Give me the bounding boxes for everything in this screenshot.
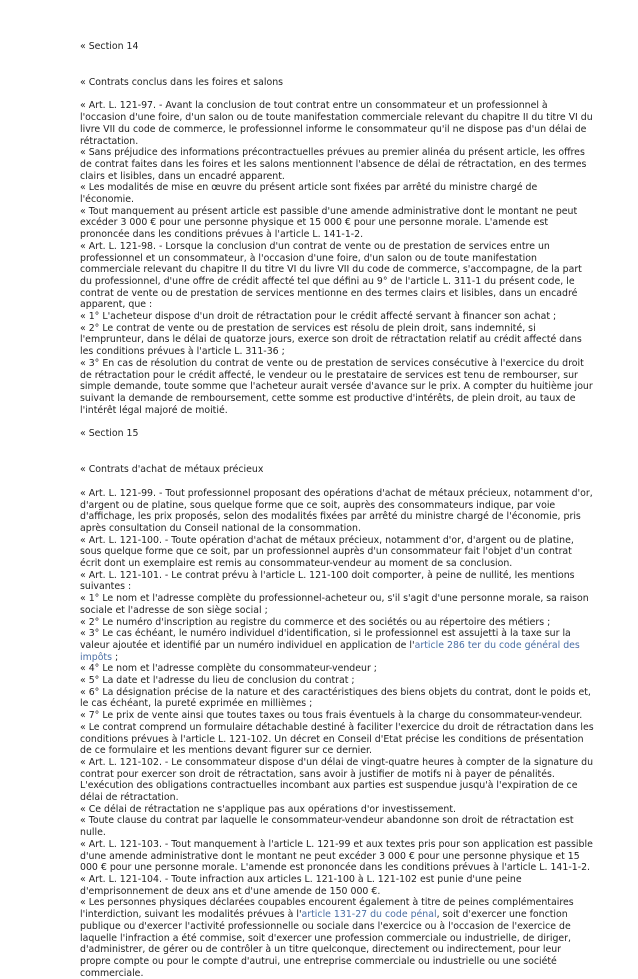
section-15-subheading: « Contrats d'achat de métaux précieux (80, 464, 264, 476)
section-14-subheading: « Contrats conclus dans les foires et salons (80, 76, 284, 88)
article-121-103: « Art. L. 121-103. - Tout manquement à l'article L. 121-99 et aux textes pris pour son application est passible d'une amende administrative dont le montant ne peut excéder 3 000 € pour une personne physique et 15 000 € pour une personne morale. L'amende est prononcée dans les conditions prévues à l'article L. 141-1-2. (80, 838, 593, 874)
paragraph (80, 628, 594, 663)
paragraph: « 4° Le nom et l'adresse complète du consommateur-vendeur ; (80, 663, 377, 675)
text: ; (111, 651, 119, 663)
section-15-heading: « Section 15 (80, 428, 139, 440)
text: , soit d'exercer une fonction publique ou d'exercer l'activité professionnelle ou sociale dans l'exercice ou à l'occasion de l'exercice de laquelle l'infraction a été commise, soit d'exercer une profession commerciale ou industrielle, de diriger, d'administrer, de gérer ou de contrôler à un titre quelconque, directement ou indirectement, pour leur propre compte ou pour le compte d'autrui, une entreprise commerciale ou industrielle ou une société commerciale. (80, 909, 572, 979)
article-121-101: « Art. L. 121-101. - Le contrat prévu à l'article L. 121-100 doit comporter, à peine de nullité, les mentions suivantes : (80, 569, 575, 593)
section-14-body (80, 100, 594, 416)
paragraph: « 1° Le nom et l'adresse complète du professionnel-acheteur ou, s'il s'agit d'une personne morale, sa raison sociale et l'adresse de son siège social ; (80, 593, 589, 616)
text: « 3° Le cas échéant, le numéro individuel d'identification, si le professionnel est assujetti à la taxe sur la valeur ajoutée et identifié par un numéro individuel en application de l' (80, 628, 571, 651)
paragraph: « Sans préjudice des informations précontractuelles prévues au premier alinéa du présent article, les offres de contrat faites dans les foires et les salons mentionnent l'absence de délai de rétractation, en des termes clairs et lisibles, dans un encadré apparent. (80, 147, 587, 182)
paragraph: « Les modalités de mise en œuvre du présent article sont fixées par arrêté du ministre chargé de l'économie. (80, 182, 538, 206)
paragraph (80, 897, 594, 979)
paragraph: « 7° Le prix de vente ainsi que toutes taxes ou tous frais éventuels à la charge du consommateur-vendeur. (80, 710, 583, 722)
article-121-100: « Art. L. 121-100. - Toute opération d'achat de métaux précieux, notamment d'or, d'argent ou de platine, sous quelque forme que ce soit, par un professionnel auprès d'un consommateur fait l'objet d'un contrat écrit dont un exemplaire est remis au consommateur-vendeur au moment de sa conclusion. (80, 534, 574, 570)
section-14-heading: « Section 14 (80, 41, 139, 52)
paragraph: « 5° La date et l'adresse du lieu de conclusion du contrat ; (80, 675, 355, 687)
paragraph: « 6° La désignation précise de la nature et des caractéristiques des biens objets du contrat, dont le poids et, le cas échéant, la pureté exprimée en millièmes ; (80, 686, 591, 710)
paragraph: « 3° En cas de résolution du contrat de vente ou de prestation de services consécutive à l'exercice du droit de rétractation pour le crédit affecté, le vendeur ou le prestataire de services est tenu de rembourser, sur simple demande, toute somme que l'acheteur aurait versée d'avance sur le prix. A compter du huitième jour suivant la demande de remboursement, cette somme est productive d'intérêts, de plein droit, au taux de l'intérêt légal majoré de moitié. (80, 357, 593, 416)
paragraph: « Tout manquement au présent article est passible d'une amende administrative dont le montant ne peut excéder 3 000 € pour une personne physique et 15 000 € pour une personne morale. L'amende est prononcée dans les conditions prévues à l'article L. 141-1-2. (80, 205, 578, 241)
link-article-131-27-code-penal[interactable]: article 131-27 du code pénal (301, 909, 437, 921)
text: « Les personnes physiques déclarées coupables encourent également à titre de peines complémentaires l'interdiction, suivant les modalités prévues à l' (80, 897, 574, 921)
paragraph: « 2° Le contrat de vente ou de prestation de services est résolu de plein droit, sans indemnité, si l'emprunteur, dans le délai de quatorze jours, exerce son droit de rétractation relatif au crédit affecté dans les conditions prévues à l'article L. 311-36 ; (80, 322, 582, 358)
article-121-104: « Art. L. 121-104. - Toute infraction aux articles L. 121-100 à L. 121-102 est punie d'une peine d'emprisonnement de deux ans et d'une amende de 150 000 €. (80, 874, 522, 897)
article-121-98: « Art. L. 121-98. - Lorsque la conclusion d'un contrat de vente ou de prestation de services entre un professionnel et un consommateur, à l'occasion d'une foire, d'un salon ou de toute manifestation commerciale relevant du chapitre II du titre VI du livre VII du code de commerce, s'accompagne, de la part du professionnel, d'une offre de crédit affecté tel que défini au 9° de l'article L. 311-1 du présent code, le contrat de vente ou de prestation de services mentionne en des termes clairs et lisibles, dans un encadré apparent, que : (80, 240, 582, 311)
paragraph: « 2° Le numéro d'inscription au registre du commerce et des sociétés ou au répertoire des métiers ; (80, 616, 551, 628)
link-article-286-ter-cgi[interactable]: article 286 ter du code général des impôts (80, 639, 580, 663)
article-121-102: « Art. L. 121-102. - Le consommateur dispose d'un délai de vingt-quatre heures à compter de la signature du contrat pour exercer son droit de rétractation, sans avoir à justifier de motifs ni à payer de pénalités. L'exécution des obligations contractuelles incombant aux parties est suspendue jusqu'à l'expiration de ce délai de rétractation. (80, 756, 594, 804)
paragraph: « Ce délai de rétractation ne s'applique pas aux opérations d'or investissement. (80, 803, 457, 815)
section-15-body (80, 488, 594, 979)
paragraph: « Toute clause du contrat par laquelle le consommateur-vendeur abandonne son droit de rétractation est nulle. (80, 815, 574, 839)
paragraph: « Le contrat comprend un formulaire détachable destiné à faciliter l'exercice du droit de rétractation dans les conditions prévues à l'article L. 121-102. Un décret en Conseil d'Etat précise les conditions de présentation de ce formulaire et les mentions devant figurer sur ce dernier. (80, 721, 594, 757)
article-121-99: « Art. L. 121-99. - Tout professionnel proposant des opérations d'achat de métaux précieux, notamment d'or, d'argent ou de platine, sous quelque forme que ce soit, auprès des consommateurs indique, par voie d'affichage, les prix proposés, selon des modalités fixées par arrêté du ministre chargé de l'économie, pris après consultation du Conseil national de la consommation. (80, 487, 593, 534)
article-121-97: « Art. L. 121-97. - Avant la conclusion de tout contrat entre un consommateur et un professionnel à l'occasion d'une foire, d'un salon ou de toute manifestation commerciale relevant du chapitre II du titre VI du livre VII du code de commerce, le professionnel informe le consommateur qu'il ne dispose pas d'un délai de rétractation. (80, 100, 593, 147)
paragraph: « 1° L'acheteur dispose d'un droit de rétractation pour le crédit affecté servant à financer son achat ; (80, 311, 557, 323)
